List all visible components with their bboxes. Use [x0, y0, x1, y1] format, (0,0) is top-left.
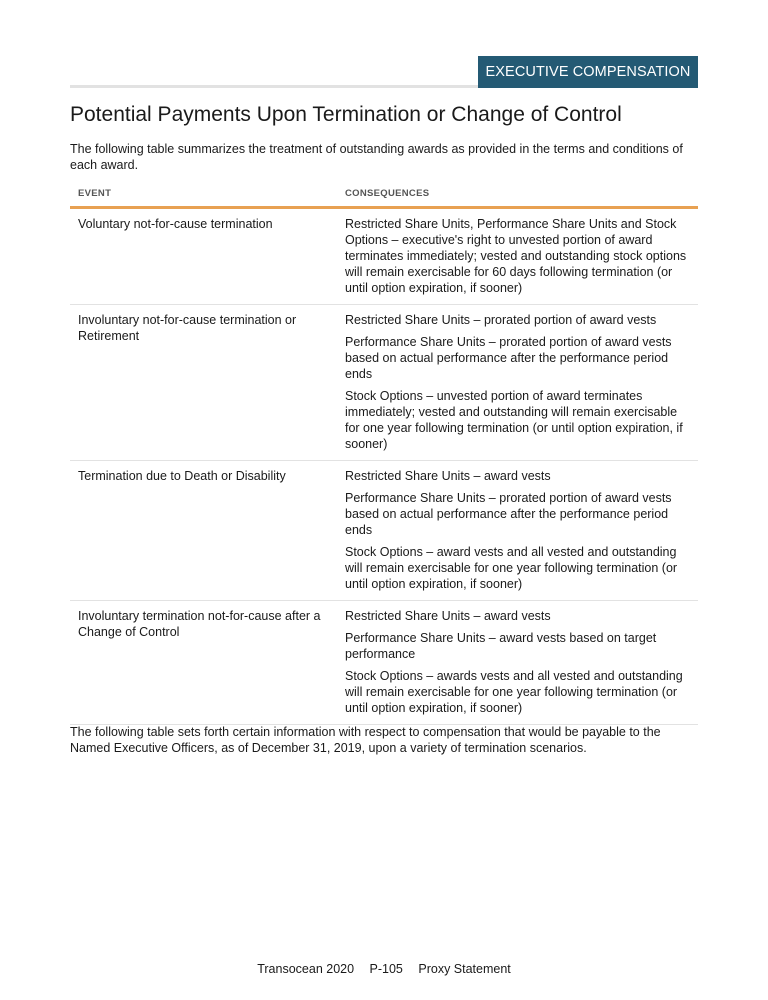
intro-paragraph: The following table summarizes the treatment of outstanding awards as provided in the terms and conditions of each award.: [70, 142, 683, 172]
consequence-item: Stock Options – award vests and all vested and outstanding will remain exercisable for one year following termination (or until option expiration, if sooner): [345, 545, 678, 591]
consequences-cell: [337, 601, 698, 725]
consequences-cell: [337, 305, 698, 461]
consequence-item: Restricted Share Units – prorated portion of award vests: [345, 313, 657, 327]
event-cell: Involuntary termination not-for-cause after a Change of Control: [70, 601, 337, 725]
consequences-cell: [337, 461, 698, 601]
consequence-item: Performance Share Units – prorated portion of award vests based on actual performance after the performance period ends: [345, 491, 672, 537]
consequence-item: Stock Options – awards vests and all vested and outstanding will remain exercisable for one year following termination (or until option expiration, if sooner): [345, 669, 683, 715]
table-row: [70, 601, 698, 725]
footer-page-number: P-105: [369, 962, 403, 976]
event-cell: Voluntary not-for-cause termination: [70, 208, 337, 305]
column-header-event: EVENT: [70, 184, 337, 208]
event-cell: Involuntary not-for-cause termination or Retirement: [70, 305, 337, 461]
section-tag: EXECUTIVE COMPENSATION: [478, 56, 698, 88]
consequences-cell: [337, 208, 698, 305]
column-header-consequences: CONSEQUENCES: [337, 184, 698, 208]
consequence-item: Performance Share Units – award vests based on target performance: [345, 631, 657, 661]
footer-document: Proxy Statement: [418, 962, 511, 976]
event-cell: Termination due to Death or Disability: [70, 461, 337, 601]
consequence-item: Stock Options – unvested portion of award terminates immediately; vested and outstanding will remain exercisable for one year following termination (or until option expiration, if sooner): [345, 389, 683, 451]
award-treatment-table: [70, 184, 698, 725]
page-footer: [0, 962, 768, 976]
outro-paragraph: The following table sets forth certain information with respect to compensation that would be payable to the Named Executive Officers, as of December 31, 2019, upon a variety of termination scenarios.: [70, 725, 661, 755]
header-rule: [70, 85, 478, 88]
consequence-item: Restricted Share Units – award vests: [345, 469, 551, 483]
consequence-item: Performance Share Units – prorated portion of award vests based on actual performance after the performance period ends: [345, 335, 672, 381]
consequence-item: Restricted Share Units, Performance Share Units and Stock Options – executive's right to unvested portion of award terminates immediately; vested and outstanding stock options will remain exercisable for 60 days following termination (or until option expiration, if sooner): [345, 217, 687, 295]
table-row: [70, 461, 698, 601]
table-header-row: [70, 184, 698, 208]
footer-company: Transocean 2020: [257, 962, 355, 976]
consequence-item: Restricted Share Units – award vests: [345, 609, 551, 623]
page-title: Potential Payments Upon Termination or Change of Control: [70, 103, 622, 126]
table-row: [70, 208, 698, 305]
table-row: [70, 305, 698, 461]
